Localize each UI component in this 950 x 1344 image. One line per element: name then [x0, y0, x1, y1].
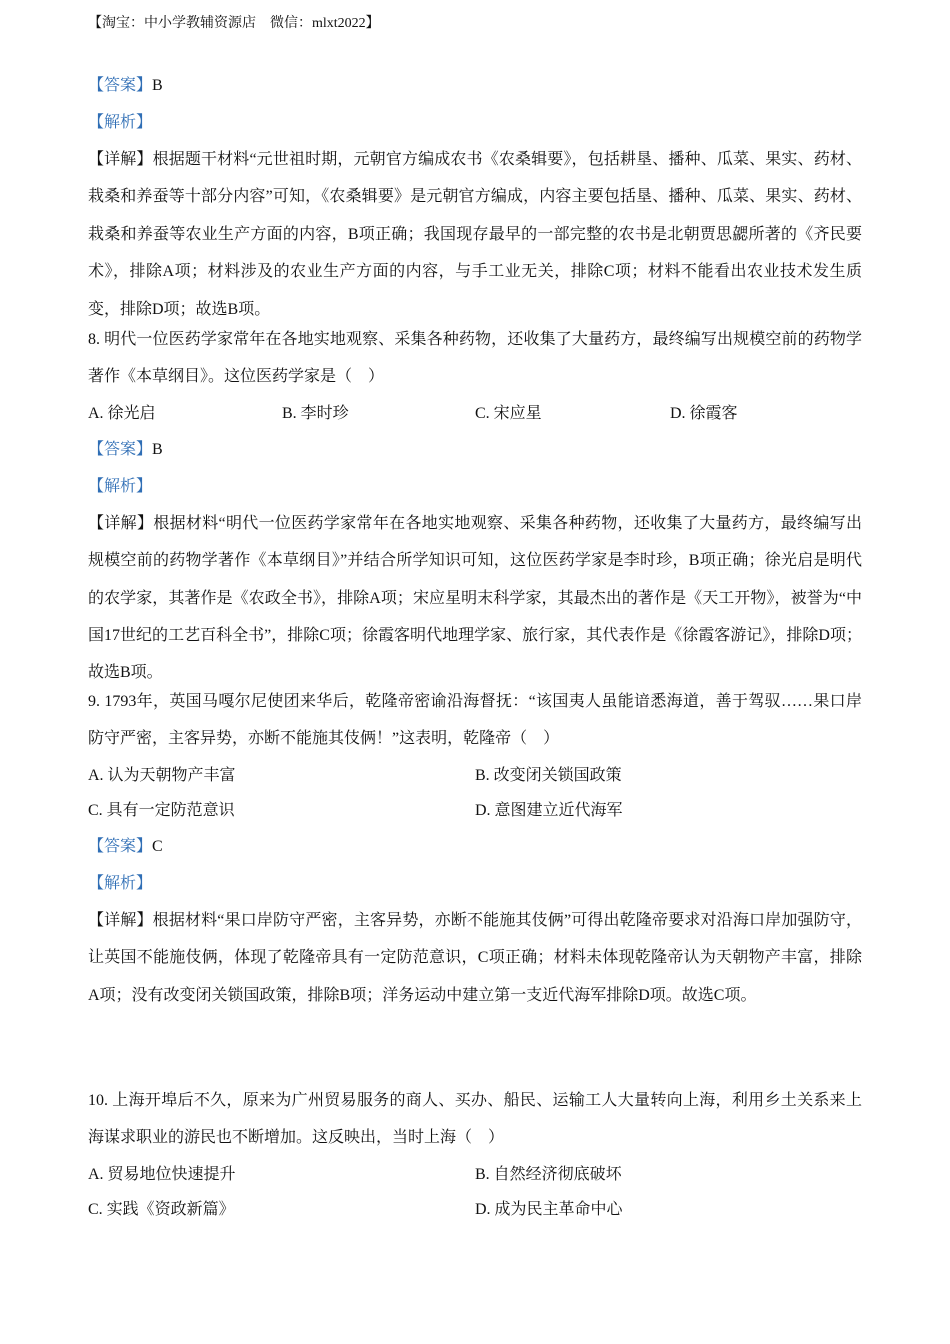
q8-stem: 8. 明代一位医药学家常年在各地实地观察、采集各种药物，还收集了大量药方，最终编写出规模空前的药物学著作《本草纲目》。这位医药学家是（ ）	[88, 331, 862, 386]
q9-option-a: A. 认为天朝物产丰富	[88, 766, 236, 784]
q7-answer: B	[152, 77, 163, 94]
q8-option-d: D. 徐霞客	[670, 404, 738, 422]
question-9	[88, 683, 862, 1014]
q10-option-d: D. 成为民主革命中心	[475, 1200, 623, 1218]
q9-option-d: D. 意图建立近代海军	[475, 801, 623, 819]
answer-label: 【答案】	[88, 77, 153, 94]
analysis-label: 【解析】	[88, 477, 153, 495]
q9-detail-text: 根据材料“果口岸防守严密，主客异势，亦断不能施其伎俩”可得出乾隆帝要求对沿海口岸加强防守，让英国不能施伎俩，体现了乾隆帝具有一定防范意识，C项正确；材料未体现乾隆帝认为天朝物产丰富，排除A项；没有改变闭关锁国政策，排除B项；洋务运动中建立第一支近代海军排除D项。故选C项。	[88, 911, 862, 1004]
page-header: 【淘宝：中小学教辅资源店 微信：mlxt2022】	[88, 16, 380, 31]
q7-detail	[88, 141, 862, 328]
q9-answer-line	[88, 828, 862, 865]
q8-answer-line	[88, 431, 862, 468]
q8-detail	[88, 505, 862, 692]
q9-options-row-2	[88, 793, 862, 828]
q10-stem: 10. 上海开埠后不久，原来为广州贸易服务的商人、买办、船民、运输工人大量转向上海，利用乡土关系来上海谋求职业的游民也不断增加。这反映出，当时上海（ ）	[88, 1092, 862, 1147]
q9-analysis-line	[88, 865, 862, 902]
q9-options-row-1	[88, 758, 862, 793]
answer-label: 【答案】	[88, 837, 153, 855]
q8-option-b: B. 李时珍	[282, 404, 349, 422]
q9-stem: 9. 1793年，英国马嘎尔尼使团来华后，乾隆帝密谕沿海督抚：“该国夷人虽能谙悉海道，善于驾驭……果口岸防守严密，主客异势，亦断不能施其伎俩！”这表明，乾隆帝（ ）	[88, 693, 862, 748]
q8-answer: B	[152, 440, 163, 458]
q8-option-c: C. 宋应星	[475, 404, 542, 422]
q10-options-row-1	[88, 1157, 862, 1192]
q7-analysis-line	[88, 104, 862, 141]
analysis-label: 【解析】	[88, 114, 153, 131]
q10-option-c: C. 实践《资政新篇》	[88, 1200, 235, 1218]
q8-analysis-line	[88, 468, 862, 505]
q9-answer: C	[152, 837, 163, 855]
q8-detail-text: 根据材料“明代一位医药学家常年在各地实地观察、采集各种药物，还收集了大量药方，最终编写出规模空前的药物学著作《本草纲目》”并结合所学知识可知，这位医药学家是李时珍，B项正确；徐光启是明代的农学家，其著作是《农政全书》，排除A项；宋应星明末科学家，其最杰出的著作是《天工开物》，被誉为“中国17世纪的工艺百科全书”，排除C项；徐霞客明代地理学家、旅行家，其代表作是《徐霞客游记》，排除D项；故选B项。	[88, 514, 862, 682]
answer-label: 【答案】	[88, 440, 153, 458]
detail-label: 【详解】	[88, 911, 153, 929]
q10-option-a: A. 贸易地位快速提升	[88, 1165, 236, 1183]
q10-option-b: B. 自然经济彻底破坏	[475, 1165, 622, 1183]
analysis-label: 【解析】	[88, 874, 153, 892]
q7-solution	[88, 67, 862, 328]
q10-options-row-2	[88, 1192, 862, 1227]
q8-options	[88, 396, 862, 431]
q7-detail-text: 根据题干材料“元世祖时期，元朝官方编成农书《农桑辑要》，包括耕垦、播种、瓜菜、果实、药材、栽桑和养蚕等十部分内容”可知，《农桑辑要》是元朝官方编成，内容主要包括垦、播种、瓜菜、果实、药材、栽桑和养蚕等农业生产方面的内容，B项正确；我国现存最早的一部完整的农书是北朝贾思勰所著的《齐民要术》，排除A项；材料涉及的农业生产方面的内容，与手工业无关，排除C项；材料不能看出农业技术发生质变，排除D项；故选B项。	[88, 151, 862, 318]
q9-detail	[88, 902, 862, 1014]
q8-option-a: A. 徐光启	[88, 404, 156, 422]
question-8	[88, 321, 862, 692]
q9-option-b: B. 改变闭关锁国政策	[475, 766, 622, 784]
detail-label: 【详解】	[88, 151, 153, 168]
q9-option-c: C. 具有一定防范意识	[88, 801, 235, 819]
detail-label: 【详解】	[88, 514, 154, 532]
question-10	[88, 1082, 862, 1227]
q7-answer-line	[88, 67, 862, 104]
